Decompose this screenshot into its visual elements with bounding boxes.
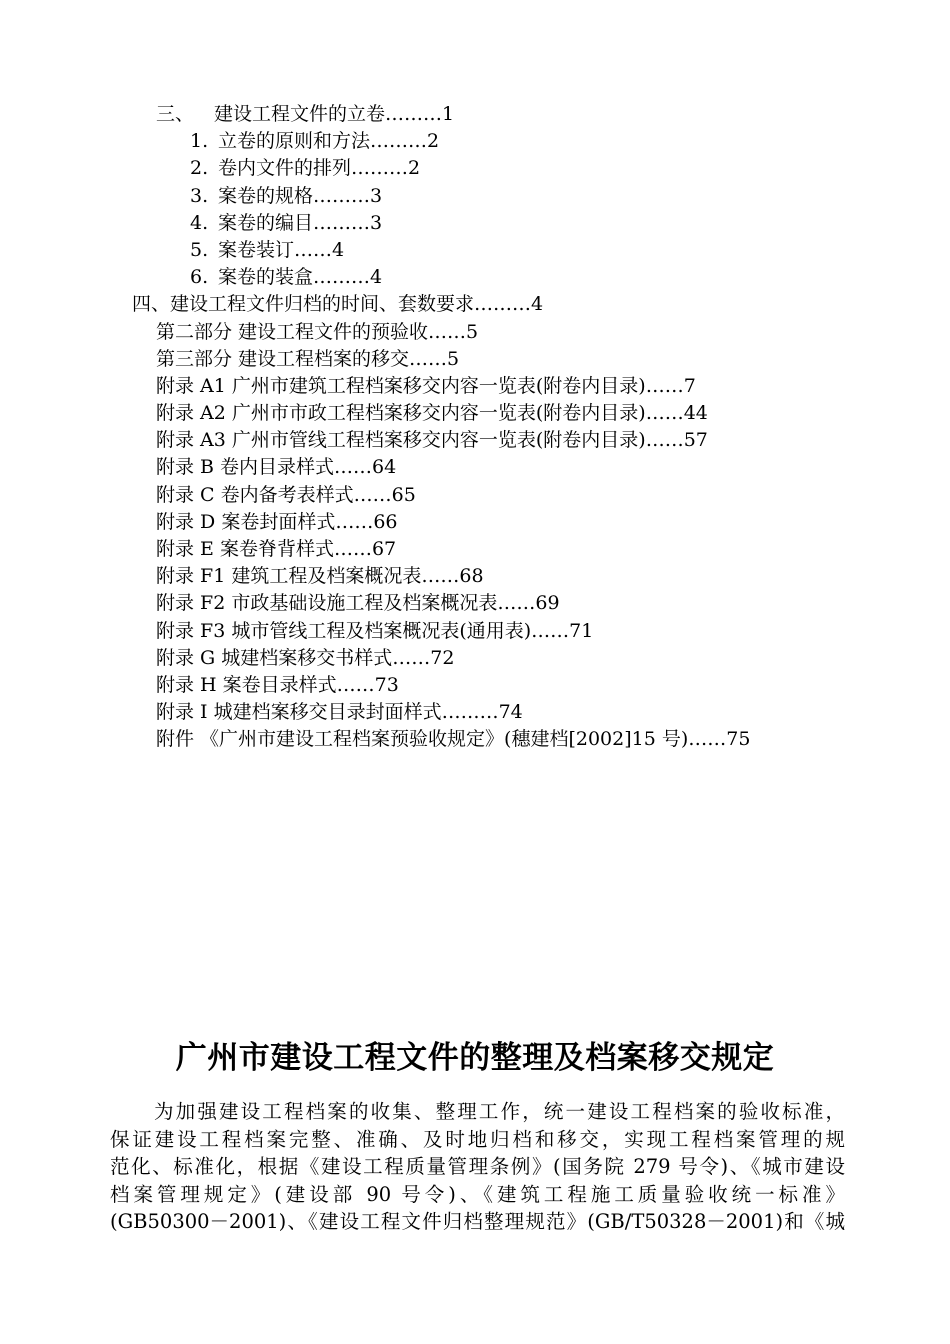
paragraph-line: 为加强建设工程档案的收集、整理工作，统一建设工程档案的验收标准， — [154, 1100, 845, 1123]
toc-appendix-entry[interactable]: 附录 B 卷内目录样式……64 — [156, 456, 397, 479]
paragraph-line: 保证建设工程档案完整、准确、及时地归档和移交，实现工程档案管理的规 — [110, 1127, 845, 1151]
toc-appendix-entry[interactable]: 附录 E 案卷脊背样式……67 — [156, 538, 397, 560]
toc-appendix-entry[interactable]: 附录 A1 广州市建筑工程档案移交内容一览表(附卷内目录)……7 — [156, 374, 696, 397]
toc-subitem-text: 卷内文件的排列………2 — [218, 157, 421, 180]
toc-subitem-number: 4. — [190, 211, 209, 234]
paragraph-line: (GB50300－2001)、《建设工程文件归档整理规范》(GB/T50328－2001)和《城 — [110, 1210, 845, 1233]
toc-subitem-text: 案卷的编目………3 — [218, 211, 383, 234]
toc-part-entry[interactable]: 第二部分 建设工程文件的预验收……5 — [156, 320, 479, 343]
toc-appendix-entry[interactable]: 附录 I 城建档案移交目录封面样式………74 — [156, 701, 523, 724]
toc-appendix-entry[interactable]: 附录 F1 建筑工程及档案概况表……68 — [156, 565, 484, 588]
toc-subitem[interactable] — [0, 128, 950, 155]
toc-appendix-entry[interactable]: 附录 G 城建档案移交书样式……72 — [156, 646, 455, 669]
toc-subitem-text: 案卷的规格………3 — [218, 184, 383, 207]
toc-section-3[interactable] — [0, 101, 950, 128]
toc-subitem-number: 1. — [190, 130, 209, 153]
toc-subitem-number: 5. — [190, 238, 209, 261]
toc-appendix-entry[interactable]: 附录 H 案卷目录样式……73 — [156, 673, 399, 696]
toc-section-3-text: 建设工程文件的立卷………1 — [214, 103, 455, 125]
toc-subitem-number: 3. — [190, 184, 209, 207]
document-title: 广州市建设工程文件的整理及档案移交规定 — [175, 1040, 775, 1076]
toc-appendix-entry[interactable]: 附录 A3 广州市管线工程档案移交内容一览表(附卷内目录)……57 — [156, 429, 708, 452]
toc-subitem[interactable] — [0, 155, 950, 182]
toc-section-3-marker: 三、 — [156, 103, 195, 125]
toc-appendix-entry[interactable]: 附录 C 卷内备考表样式……65 — [156, 483, 416, 506]
toc-subitem-number: 2. — [190, 157, 209, 180]
paragraph-line: 范化、标准化，根据《建设工程质量管理条例》(国务院 279 号令)、《城市建设 — [110, 1155, 845, 1178]
toc-section-4[interactable]: 四、建设工程文件归档的时间、套数要求………4 — [132, 293, 544, 316]
toc-subitem[interactable] — [0, 237, 950, 264]
toc-part-entry[interactable]: 第三部分 建设工程档案的移交……5 — [156, 347, 460, 370]
toc-subitem-number: 6. — [190, 266, 209, 289]
toc-subitem-text: 案卷装订……4 — [218, 238, 345, 261]
toc-subitem-text: 案卷的装盒………4 — [218, 266, 383, 289]
toc-appendix-entry[interactable]: 附录 D 案卷封面样式……66 — [156, 510, 398, 533]
toc-appendix-entry[interactable]: 附录 A2 广州市市政工程档案移交内容一览表(附卷内目录)……44 — [156, 402, 708, 425]
toc-appendix-entry[interactable]: 附录 F2 市政基础设施工程及档案概况表……69 — [156, 592, 560, 615]
toc-subitem-text: 立卷的原则和方法………2 — [218, 130, 440, 153]
paragraph-line: 档案管理规定》(建设部 90 号令)、《建筑工程施工质量验收统一标准》 — [110, 1182, 845, 1206]
table-of-contents — [0, 101, 950, 754]
toc-subitem[interactable] — [0, 183, 950, 210]
toc-subitem[interactable] — [0, 264, 950, 291]
toc-appendix-entry[interactable]: 附录 F3 城市管线工程及档案概况表(通用表)……71 — [156, 619, 594, 642]
body-paragraph — [110, 1098, 845, 1236]
toc-subitem[interactable] — [0, 210, 950, 237]
toc-attachment-entry[interactable]: 附件 《广州市建设工程档案预验收规定》(穗建档[2002]15 号)……75 — [156, 728, 751, 751]
